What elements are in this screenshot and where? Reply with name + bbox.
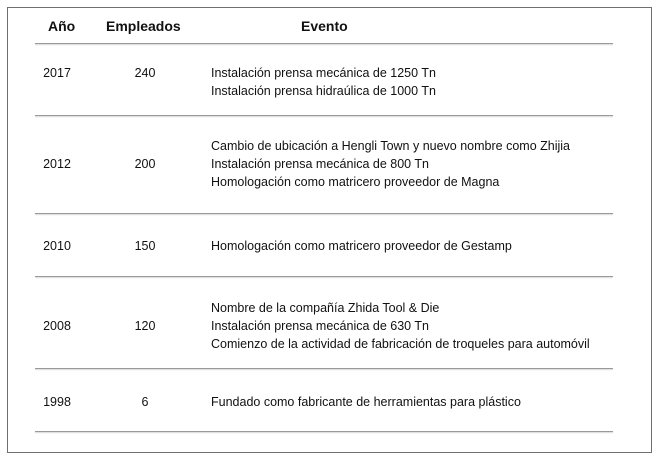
row-2010-year: 2010 — [43, 239, 71, 253]
row-1998-year: 1998 — [43, 395, 71, 409]
event-line: Instalación prensa mecánica de 1250 Tn — [211, 66, 436, 80]
row-divider — [35, 368, 613, 369]
row-2017-year: 2017 — [43, 66, 71, 80]
row-2010-events — [211, 237, 631, 255]
event-line: Instalación prensa mecánica de 630 Tn — [211, 319, 429, 333]
row-divider — [35, 431, 613, 432]
row-divider — [35, 213, 613, 214]
row-2008-year: 2008 — [43, 319, 71, 333]
row-2010-employees: 150 — [134, 239, 156, 253]
header-year: Año — [48, 18, 76, 34]
row-divider — [35, 115, 613, 116]
row-2012-employees: 200 — [134, 157, 156, 171]
header-employees: Empleados — [106, 18, 181, 34]
event-line: Comienzo de la actividad de fabricación de troqueles para automóvil — [211, 337, 590, 351]
row-1998-events — [211, 393, 631, 411]
header-divider — [35, 43, 613, 44]
row-2017-employees: 240 — [134, 66, 156, 80]
row-2008-events — [211, 299, 631, 353]
event-line: Homologación como matricero proveedor de Gestamp — [211, 239, 512, 253]
event-line: Fundado como fabricante de herramientas para plástico — [211, 395, 521, 409]
row-2017-events — [211, 64, 631, 100]
header-event: Evento — [301, 18, 348, 34]
row-2012-events — [211, 137, 631, 191]
event-line: Instalación prensa mecánica de 800 Tn — [211, 157, 429, 171]
row-divider — [35, 276, 613, 277]
row-1998-employees: 6 — [141, 395, 149, 409]
row-2008-employees: 120 — [134, 319, 156, 333]
event-line: Instalación prensa hidraúlica de 1000 Tn — [211, 84, 436, 98]
row-2012-year: 2012 — [43, 157, 71, 171]
event-line: Cambio de ubicación a Hengli Town y nuevo nombre como Zhijia — [211, 139, 570, 153]
event-line: Homologación como matricero proveedor de Magna — [211, 175, 500, 189]
event-line: Nombre de la compañía Zhida Tool & Die — [211, 301, 440, 315]
